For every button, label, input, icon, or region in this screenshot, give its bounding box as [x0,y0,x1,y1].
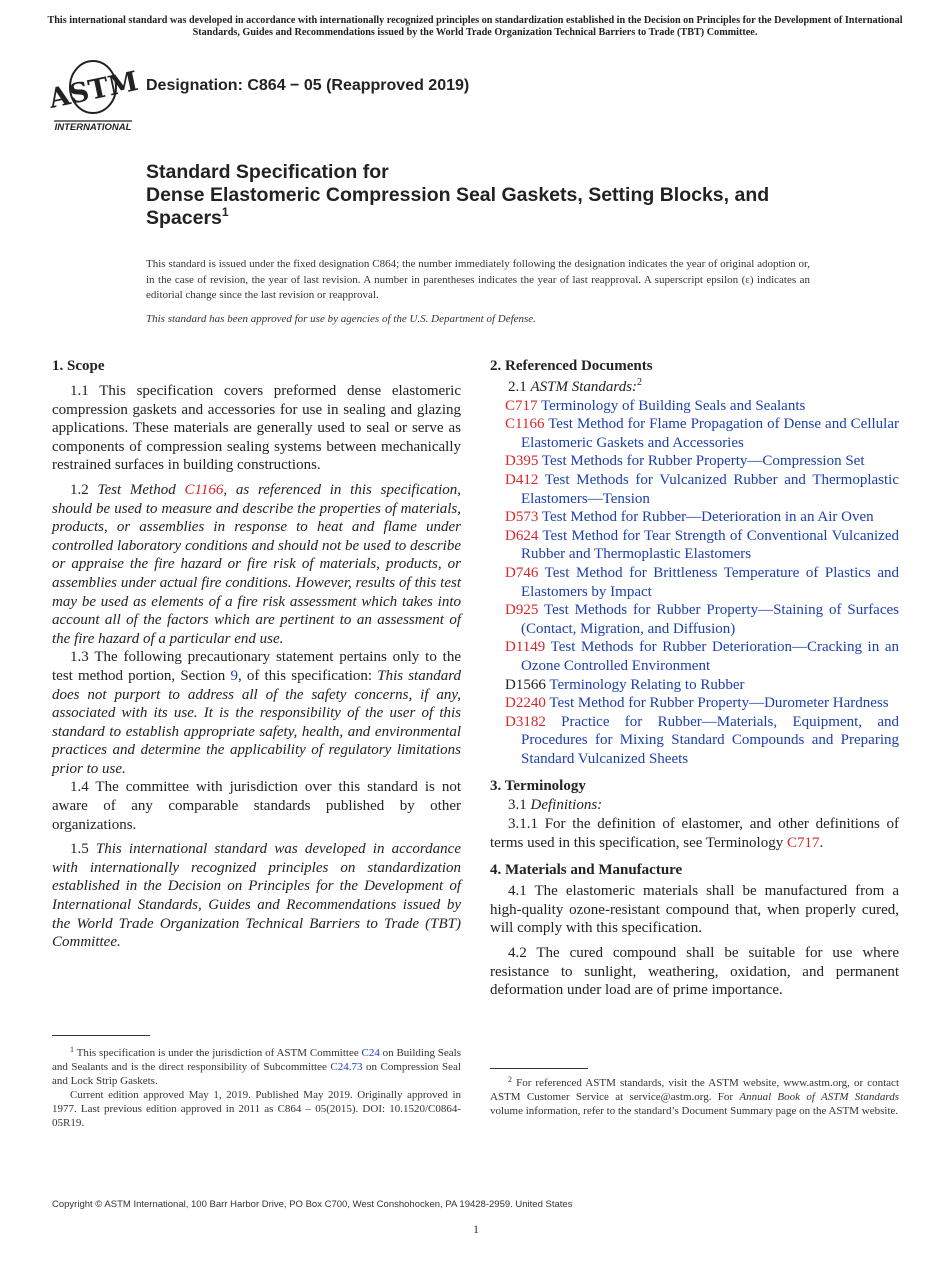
para-1-1: 1.1 This specification covers preformed dense elastomeric compression gaskets and accessories for use in sealing and glazing applications. These materials are generally used to seal or serve as components of compression sealing systems between mechanically restrained surfaces in building constructions. [52,383,461,474]
para-2-1: 2.1 ASTM Standards:$^2$ [508,377,643,395]
logo-text: ASTM [46,65,141,116]
link-section-9[interactable]: 9 [230,667,238,684]
link-c24[interactable]: C24 [361,1047,380,1059]
section-2-heading: 2. Referenced Documents [490,358,653,374]
ref-item[interactable]: D412 Test Methods for Vulcanized Rubber and Thermoplastic Elastomers—Tension [505,471,899,507]
link-c24-73[interactable]: C24.73 [330,1061,363,1073]
ref-item[interactable]: D925 Test Methods for Rubber Property—Staining of Surfaces (Contact, Migration, and Diffusion) [505,602,899,637]
section-4-heading: 4. Materials and Manufacture [490,862,683,879]
ref-item[interactable]: D1149 Test Methods for Rubber Deterioration—Cracking in an Ozone Controlled Environment [505,639,899,674]
astm-logo-icon [46,58,141,133]
para-4-2: 4.2 The cured compound shall be suitable for use where resistance to sunlight, weathering, oxidation, and permanent deformation under load are of prime importance. [490,945,899,999]
para-1-2: 1.2 Test Method C1166, as referenced in this specification, should be used to measure and describe the properties of materials, products, or assemblies in response to heat and flame under controlled laboratory conditions and should not be used to describe or appraise the fire hazard or fire risk of materials, products, or assemblies under actual fire conditions. However, results of this test may be used as elements of a fire risk assessment which takes into account all of the factors which are pertinent to an assessment of the fire hazard of a particular end use. [52,481,462,647]
ref-item[interactable]: D1566 Terminology Relating to Rubber [505,676,745,693]
tbt-notice: This international standard was developed in accordance with internationally recognized principles on standardization established in the Decision on Principles for the Development of International Standards, Guides and Recommendations issued by the World Trade Organization Technical Barriers to Trade (TBT) Committee. [47,15,903,38]
para-1-4: 1.4 The committee with jurisdiction over this standard is not aware of any comparable standards published by other organizations. [52,779,461,833]
ref-item[interactable]: D3182 Practice for Rubber—Materials, Equipment, and Procedures for Mixing Standard Compounds and Preparing Standard Vulcanized Sheets [505,713,900,767]
link-c717[interactable]: C717 [786,834,820,851]
page-title [146,161,846,230]
title-line-2: Dense Elastomeric Compression Seal Gaskets, Setting Blocks, and Spacers [146,184,770,229]
footnote-1: $^1$ This specification is under the jurisdiction of ASTM Committee C24 on Building Seals and Sealants and is the direct responsibility of Subcommittee C24.73 on Compression Seal and Lock Strip Gaskets. Current edition approved May 1, 2019. Published May 2019. Originally approved in 1977. Last previous edition approved in 2011 as C864 – 05(2015). DOI: 10.1520/C0864-05R19. [52,1045,461,1129]
ref-item[interactable]: C1166 Test Method for Flame Propagation of Dense and Cellular Elastomeric Gaskets and Accessories [505,416,899,451]
referenced-documents-list [490,397,899,769]
ref-item[interactable]: D746 Test Method for Brittleness Temperature of Plastics and Elastomers by Impact [505,564,899,600]
para-3-1: 3.1 Definitions: [508,797,603,814]
ref-item[interactable]: D573 Test Method for Rubber—Deterioration in an Air Oven [505,509,874,526]
title-line-1: Standard Specification for [146,161,389,183]
ref-item[interactable]: C717 Terminology of Building Seals and Sealants [505,397,806,414]
para-1-5: 1.5 This international standard was developed in accordance with internationally recognized principles on standardization established in the Decision on Principles for the Development of International Standards, Guides and Recommendations issued by the World Trade Organization Technical Barriers to Trade (TBT) Committee. [52,841,462,951]
footnote-2: $^2$ For referenced ASTM standards, visit the ASTM website, www.astm.org, or contact ASTM Customer Service at service@astm.org. For Annual Book of ASTM Standards volume information, refer to the standard’s Document Summary page on the ASTM website. [490,1075,899,1117]
logo-subtext: INTERNATIONAL [54,122,132,133]
section-3-heading: 3. Terminology [490,778,586,795]
left-column [52,356,461,952]
ref-item[interactable]: D395 Test Methods for Rubber Property—Compression Set [505,453,865,470]
intro-paragraph: This standard is issued under the fixed designation C864; the number immediately following the designation indicates the year of original adoption or, in the case of revision, the year of last revision. A number in parentheses indicates the year of last reapproval. A superscript epsilon (ε) indicates an editorial change since the last revision or reapproval. [146,258,810,301]
title-footnote-mark[interactable]: 1 [221,205,229,219]
designation: Designation: C864 − 05 (Reapproved 2019) [146,77,470,94]
copyright-notice: Copyright © ASTM International, 100 Barr Harbor Drive, PO Box C700, West Conshohocken, PA 19428-2959. United States [52,1199,573,1210]
para-4-1: 4.1 The elastomeric materials shall be manufactured from a high-quality ozone-resistant compound that, when properly cured, will comply with this specification. [490,883,899,937]
ref-item[interactable]: D624 Test Method for Tear Strength of Conventional Vulcanized Rubber and Thermoplastic Elastomers [505,527,899,563]
para-1-3: 1.3 The following precautionary statement pertains only to the test method portion, Section 9, of this specification: This standard does not purport to address all of the safety concerns, if any, associated with its use. It is the responsibility of the user of this standard to establish appropriate safety, health, and environmental practices and determine the applicability of regulatory limitations prior to use. [52,649,462,777]
footnote-rule-left [52,1035,150,1036]
dod-approval-note: This standard has been approved for use by agencies of the U.S. Department of Defense. [146,313,536,325]
para-3-1-1: 3.1.1 For the definition of elastomer, and other definitions of terms used in this specification, see Terminology C717. [490,816,899,851]
astm-logo [46,58,141,133]
footnote-rule-right [490,1068,588,1069]
section-1-heading: 1. Scope [52,358,105,374]
ref-item[interactable]: D2240 Test Method for Rubber Property—Durometer Hardness [505,695,889,712]
page-number: 1 [473,1222,479,1236]
right-column [490,356,899,1000]
link-c1166[interactable]: C1166 [184,481,224,498]
